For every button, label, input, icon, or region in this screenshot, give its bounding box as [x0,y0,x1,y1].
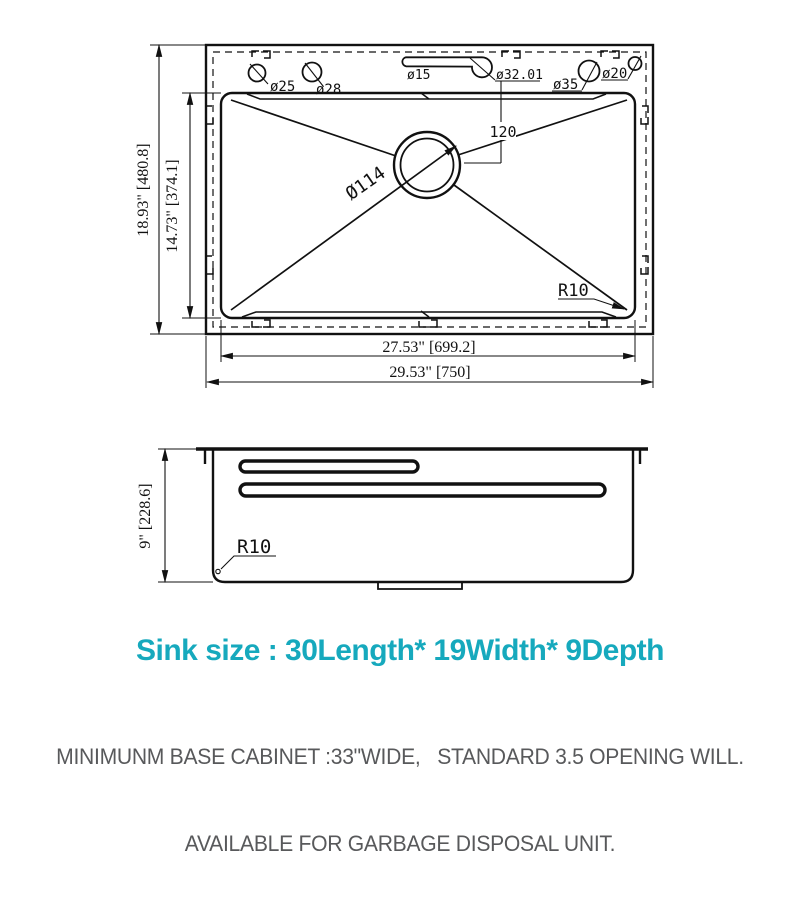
hole-20-label: ø20 [602,66,628,82]
side-extension-lines [158,449,213,582]
drain-inner-circle [401,139,454,192]
drain-offset-label: 120 [489,123,517,141]
dim-outer-height: 18.93" [480.8] [135,143,152,237]
hole-15-label: ø15 [407,68,431,83]
dim-outer-width: 29.53" [750] [389,364,471,381]
corner-radius-leader-side [216,556,276,574]
deck-holes [249,57,642,82]
hole-35-label: ø35 [553,77,579,93]
hole-28-label: ø28 [316,82,342,98]
hole-leaders [250,56,641,91]
side-rail-lower [240,484,605,496]
side-body [213,450,633,582]
hole-25-label: ø25 [270,79,296,95]
hole-32-label: ø32.01 [496,68,543,83]
top-view [150,45,653,388]
top-dimension-lines [159,45,653,382]
drain-diameter-leader [231,146,456,310]
drain-diameter-label: Ø114 [341,162,390,205]
corner-radius-label-top: R10 [558,281,589,301]
note-line-1: MINIMUNM BASE CABINET :33"WIDE, STANDARD 3.5 OPENING WILL. [56,744,744,769]
dim-bowl-height: 14.73" [374.1] [164,159,181,253]
corner-radius-label-side: R10 [237,536,272,558]
drain-outer-circle [394,132,460,198]
note-line-2: AVAILABLE FOR GARBAGE DISPOSAL UNIT. [184,831,616,856]
sink-size-headline: Sink size : 30Length* 19Width* 9Depth [136,634,664,667]
side-rail-upper [240,461,418,472]
cabinet-notes [16,684,784,916]
caption-block [0,632,800,916]
dim-depth: 9" [228.6] [137,483,154,549]
dim-bowl-width: 27.53" [699.2] [382,339,476,356]
side-view [158,449,648,589]
